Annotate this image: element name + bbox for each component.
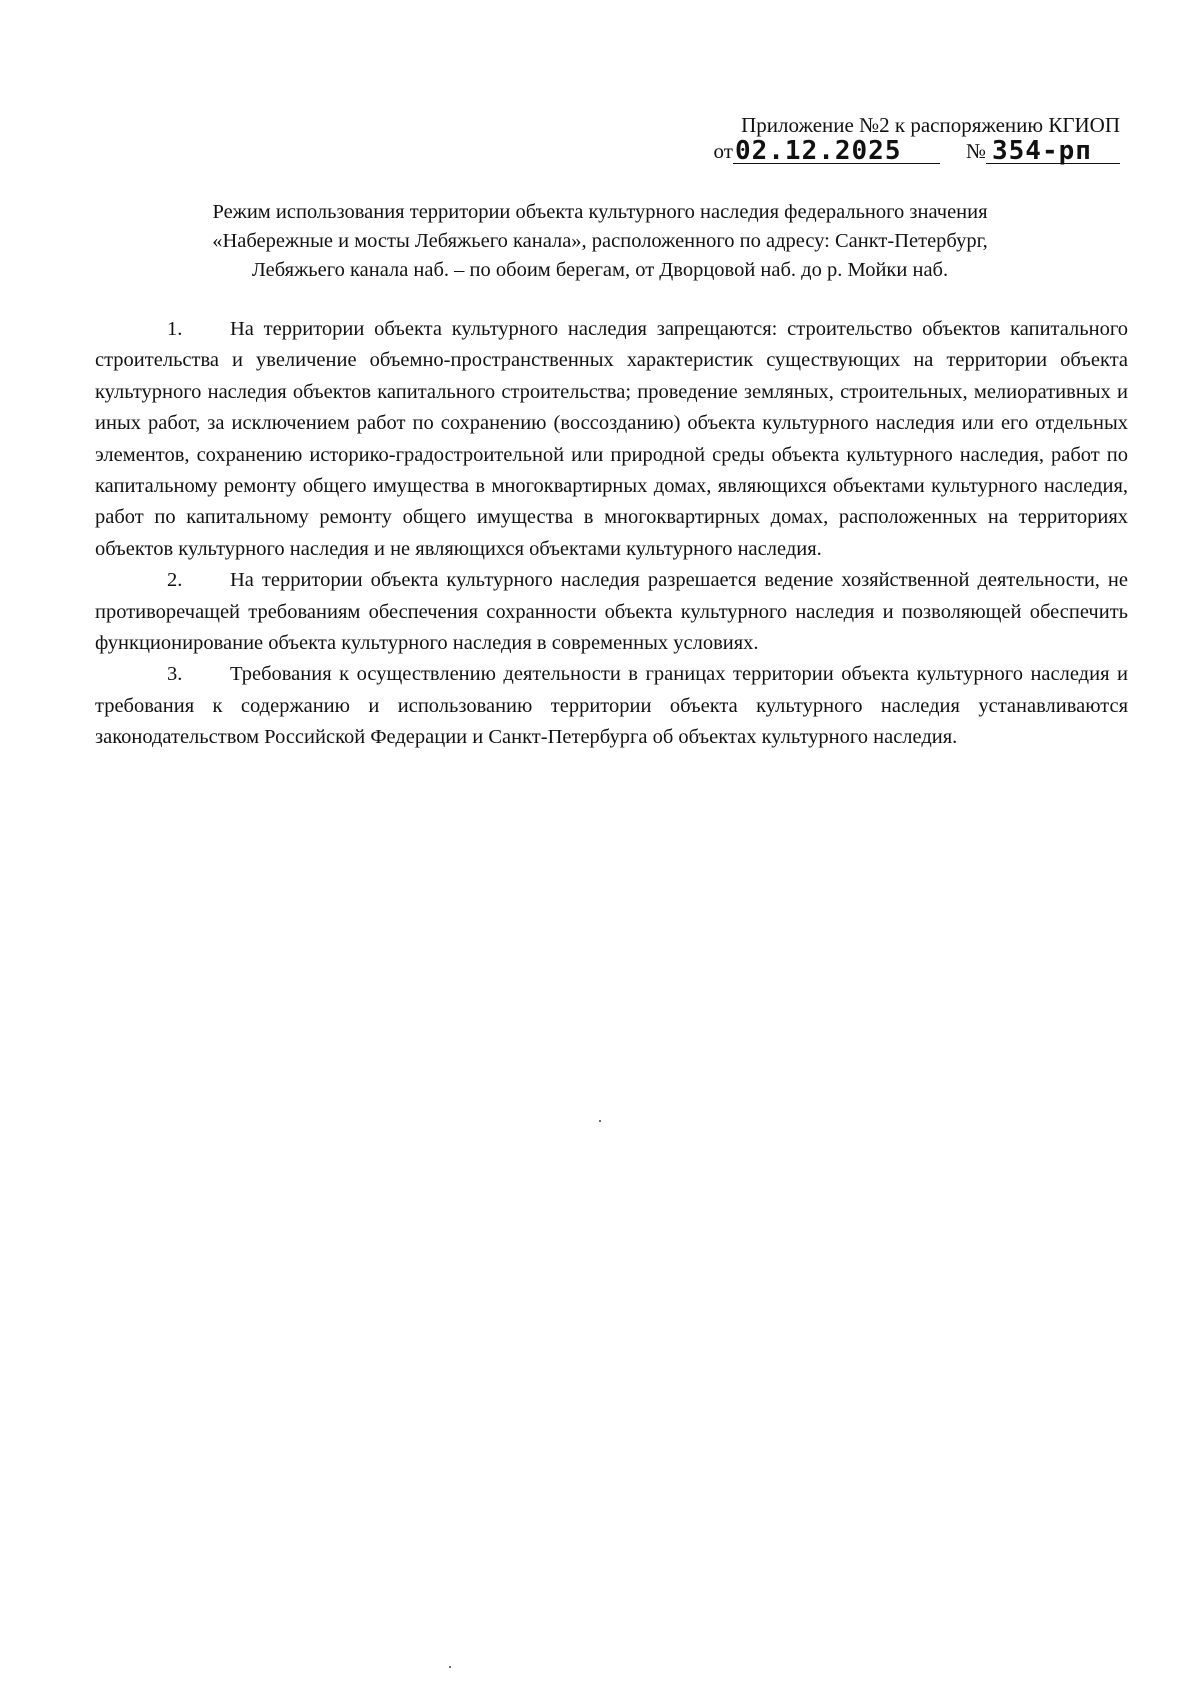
paragraph-3 [95, 659, 1128, 753]
order-details [714, 138, 1120, 164]
document-body [95, 314, 1128, 754]
paragraph-text: На территории объекта культурного наследия разрешается ведение хозяйственной деятельности, не противоречащей требованиям обеспечения сохранности объекта культурного наследия и позволяющей обеспечить функционирование объекта культурного наследия в современных условиях. [95, 569, 1128, 655]
appendix-reference: Приложение №2 к распоряжению КГИОП [741, 113, 1120, 137]
document-header [714, 112, 1120, 164]
title-line: Лебяжьего канала наб. – по обоим берегам, от Дворцовой наб. до р. Мойки наб. [251, 259, 949, 281]
paragraph-number: 3. [167, 663, 183, 686]
paragraph-number: 2. [167, 569, 183, 592]
title-line: «Набережные и мосты Лебяжьего канала», расположенного по адресу: Санкт-Петербург, [212, 230, 988, 252]
from-label: от [713, 139, 733, 163]
paragraph-number: 1. [167, 318, 183, 340]
paragraph-1 [95, 314, 1128, 565]
title-line: Режим использования территории объекта культурного наследия федерального значения [212, 201, 988, 223]
scan-speck [449, 1666, 451, 1668]
paragraph-text: Требования к осуществлению деятельности в границах территории объекта культурного наследия и требования к содержанию и использованию территории объекта культурного наследия устанавливаются законодательством Российской Федерации и Санкт-Петербурга об объектах культурного наследия. [95, 663, 1128, 749]
scan-speck [599, 1120, 601, 1122]
order-date: 02.12.2025 [733, 139, 940, 164]
paragraph-text: На территории объекта культурного наследия запрещаются: строительство объектов капитального строительства и увеличение объемно-пространственных характеристик существующих на территории объекта культурного наследия объектов капитального строительства; проведение земляных, строительных, мелиоративных и иных работ, за исключением работ по сохранению (воссозданию) объекта культурного наследия или его отдельных элементов, сохранению историко-градостроительной или природной среды объекта культурного наследия, работ по капитальному ремонту общего имущества в многоквартирных домах, являющихся объектами культурного наследия, работ по капитальному ремонту общего имущества в многоквартирных домах, расположенных на территориях объектов культурного наследия и не являющихся объектами культурного наследия. [95, 318, 1128, 560]
order-number: 354-рп [986, 139, 1120, 164]
paragraph-2 [95, 565, 1128, 659]
document-title [95, 198, 1105, 285]
number-label: № [965, 139, 986, 163]
